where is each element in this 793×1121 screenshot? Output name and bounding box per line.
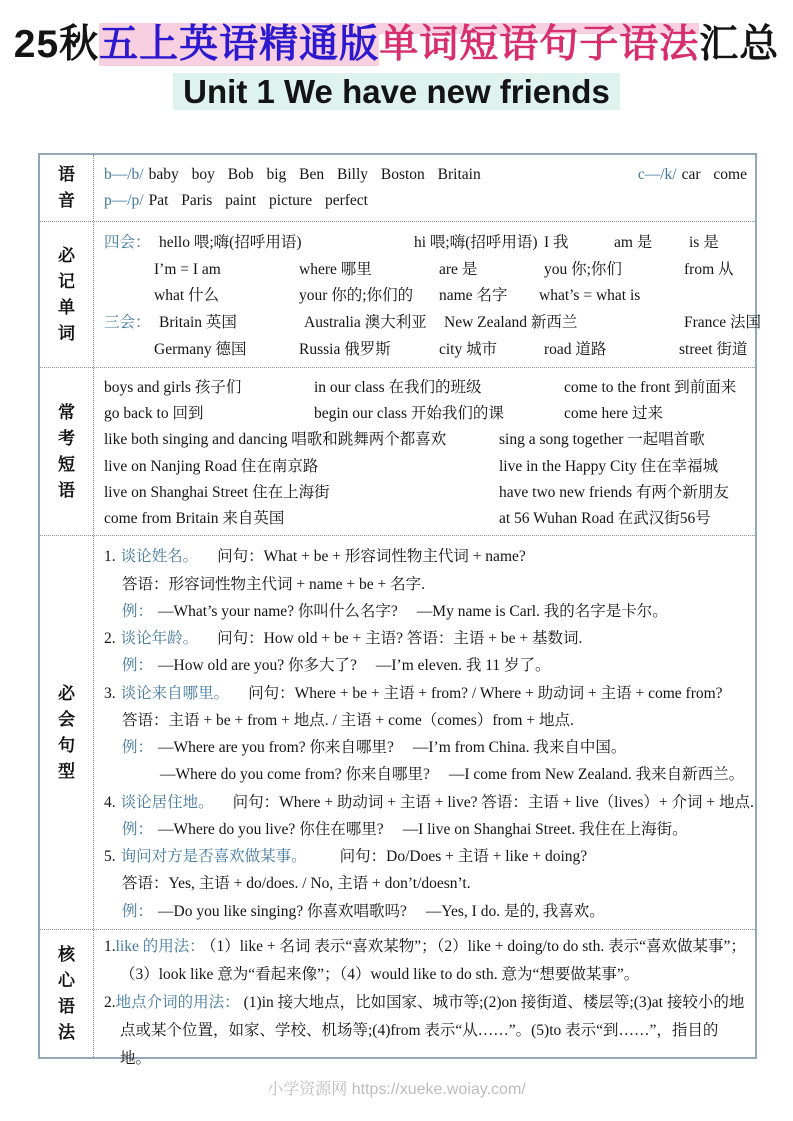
text-segment: —Do you like singing? 你喜欢唱歌吗? bbox=[158, 902, 407, 920]
text-segment: 1. bbox=[104, 548, 116, 566]
text-segment: 问句：Where + be + 主语 + from? / Where + 助动词 + 主语 + come from? bbox=[248, 684, 723, 702]
content-line bbox=[104, 899, 754, 921]
text-segment: hi 喂;嗨(招呼用语) bbox=[414, 233, 538, 251]
text-segment: Russia 俄罗斯 bbox=[299, 341, 391, 359]
title-term: 25秋 bbox=[13, 23, 100, 66]
content-line bbox=[104, 762, 754, 784]
text-segment: sing a song together 一起唱首歌 bbox=[499, 431, 705, 449]
section-content-sentences bbox=[94, 536, 762, 929]
accent-label: 谈论年龄。 bbox=[120, 630, 199, 648]
content-line bbox=[104, 844, 754, 866]
text-segment: Pat Paris paint picture perfect bbox=[148, 192, 368, 209]
text-segment: —I come from New Zealand. 我来自新西兰。 bbox=[448, 766, 745, 784]
text-segment: 答语：Yes, 主语 + do/does. / No, 主语 + don’t/doesn’t. bbox=[122, 875, 471, 893]
text-segment: —What’s your name? 你叫什么名字? bbox=[158, 602, 398, 620]
accent-label: 谈论姓名。 bbox=[120, 548, 199, 566]
section-content-words bbox=[94, 222, 769, 367]
text-segment: —Yes, I do. 是的, 我喜欢。 bbox=[425, 902, 605, 920]
section-content-phrases bbox=[94, 368, 755, 535]
text-segment: 1. bbox=[104, 938, 116, 955]
text-segment: street 街道 bbox=[679, 341, 748, 359]
content-line bbox=[104, 506, 747, 528]
section-words bbox=[40, 222, 762, 368]
content-line bbox=[104, 257, 761, 279]
section-label-grammar bbox=[40, 930, 94, 1057]
section-phrases bbox=[40, 368, 755, 536]
content-line bbox=[104, 166, 747, 184]
text-segment: go back to 回到 bbox=[104, 405, 204, 423]
text-segment: city 城市 bbox=[439, 341, 498, 359]
text-segment: you 你;你们 bbox=[544, 260, 622, 278]
text-segment: car come bbox=[681, 166, 747, 183]
title-book-edition: 五上英语精通版 bbox=[99, 23, 380, 66]
text-segment: name 名字 bbox=[439, 287, 508, 305]
accent-label: 询问对方是否喜欢做某事。 bbox=[120, 848, 307, 866]
text-segment: Britain 英国 bbox=[159, 314, 237, 332]
text-segment: 问句：Where + 助动词 + 主语 + live? 答语：主语 + live（lives）+ 介词 + 地点. bbox=[232, 793, 754, 811]
text-segment: (1)in 接大地点，比如国家、城市等;(2)on 接街道、楼层等;(3)at 接较小的地点或某个位置，如家、学校、机场等;(4)from 表示“从……”。(5)to 表示“到……”，指目的地。 bbox=[120, 994, 745, 1067]
text-segment: in our class 在我们的班级 bbox=[314, 379, 482, 397]
text-segment: —I’m eleven. 我 11 岁了。 bbox=[375, 657, 551, 675]
content-line bbox=[104, 544, 754, 566]
text-segment: what 什么 bbox=[154, 287, 220, 305]
section-label-text: 常考短语 bbox=[57, 402, 75, 500]
accent-label: 例： bbox=[122, 739, 154, 757]
text-segment: your 你的;你们的 bbox=[299, 287, 414, 305]
content-line bbox=[104, 626, 754, 648]
accent-label: b—/b/ bbox=[104, 166, 144, 183]
text-segment: am 是 bbox=[614, 233, 653, 251]
content-line bbox=[104, 480, 747, 502]
text-segment: 4. bbox=[104, 793, 116, 811]
content-line bbox=[104, 790, 754, 812]
accent-label: c—/k/ bbox=[637, 166, 677, 183]
content-line bbox=[104, 337, 761, 359]
text-segment: road 道路 bbox=[544, 341, 607, 359]
summary-table bbox=[38, 153, 762, 1067]
accent-label: 例： bbox=[122, 902, 154, 920]
text-segment: have two new friends 有两个新朋友 bbox=[499, 483, 729, 501]
text-segment: —My name is Carl. 我的名字是卡尔。 bbox=[416, 602, 668, 620]
section-label-phrases bbox=[40, 368, 94, 535]
content-line bbox=[104, 735, 754, 757]
content-line bbox=[104, 230, 761, 252]
text-segment: 问句：What + be + 形容词性物主代词 + name? bbox=[217, 548, 526, 566]
content-line bbox=[104, 192, 747, 210]
content-line bbox=[104, 454, 747, 476]
text-segment: baby boy Bob big Ben Billy Boston Britain bbox=[148, 166, 481, 183]
text-segment: like both singing and dancing 唱歌和跳舞两个都喜欢 bbox=[104, 431, 447, 449]
content-line bbox=[104, 871, 754, 893]
text-segment: 2. bbox=[104, 994, 116, 1011]
text-segment: 答语：主语 + be + from + 地点. / 主语 + come（comes）from + 地点. bbox=[122, 711, 574, 729]
section-label-sentences bbox=[40, 536, 94, 929]
text-segment: 问句：Do/Does + 主语 + like + doing? bbox=[339, 848, 588, 866]
text-segment: come to the front 到前面来 bbox=[564, 379, 737, 397]
text-segment: —I’m from China. 我来自中国。 bbox=[412, 739, 627, 757]
text-segment: —I live on Shanghai Street. 我住在上海街。 bbox=[402, 820, 688, 838]
text-segment: Australia 澳大利亚 bbox=[304, 314, 427, 332]
text-segment: boys and girls 孩子们 bbox=[104, 379, 242, 397]
text-segment: 答语：形容词性物主代词 + name + be + 名字. bbox=[122, 575, 426, 593]
text-segment: what’s = what is bbox=[539, 287, 641, 305]
content-line bbox=[104, 310, 761, 332]
content-line bbox=[104, 401, 747, 423]
content-line bbox=[104, 653, 754, 675]
accent-label: p—/p/ bbox=[104, 192, 144, 209]
title-suffix: 汇总 bbox=[699, 23, 780, 66]
text-segment: 2. bbox=[104, 630, 116, 648]
section-content-pronunciation bbox=[94, 155, 755, 221]
text-segment: is 是 bbox=[689, 233, 719, 251]
accent-label: 例： bbox=[122, 602, 154, 620]
text-segment: Germany 德国 bbox=[154, 341, 247, 359]
text-segment: hello 喂;嗨(招呼用语) bbox=[159, 233, 302, 251]
text-segment: from 从 bbox=[684, 260, 734, 278]
content-line bbox=[104, 599, 754, 621]
content-line bbox=[104, 708, 754, 730]
accent-label: 地点介词的用法： bbox=[115, 994, 240, 1011]
text-segment: I 我 bbox=[544, 233, 569, 251]
section-label-pronunciation bbox=[40, 155, 94, 221]
text-segment: are 是 bbox=[439, 260, 478, 278]
text-segment: where 哪里 bbox=[299, 260, 372, 278]
text-segment: —Where do you live? 你住在哪里? bbox=[158, 820, 384, 838]
text-segment: come from Britain 来自英国 bbox=[104, 509, 285, 527]
section-label-text: 核心语法 bbox=[57, 944, 75, 1042]
text-segment: （1）like + 名词 表示“喜欢某物”；（2）like + doing/to do sth. 表示“喜欢做某事”；（3）look like 意为“看起来像”；（4）would like to do sth. 意为“想要做某事”。 bbox=[120, 938, 746, 983]
text-segment: begin our class 开始我们的课 bbox=[314, 405, 504, 423]
section-sentences bbox=[40, 536, 755, 930]
content-line bbox=[104, 283, 761, 305]
accent-label: 四会： bbox=[104, 233, 151, 251]
accent-label: 例： bbox=[122, 820, 154, 838]
text-segment: 问句：How old + be + 主语? 答语：主语 + be + 基数词. bbox=[217, 630, 583, 648]
accent-label: like 的用法： bbox=[115, 938, 205, 955]
section-pronunciation bbox=[40, 155, 755, 222]
text-segment: live in the Happy City 住在幸福城 bbox=[499, 457, 719, 475]
footer-watermark: 小学资源网 https://xueke.woiay.com/ bbox=[267, 1081, 526, 1098]
text-segment: live on Nanjing Road 住在南京路 bbox=[104, 457, 319, 475]
content-line bbox=[104, 817, 754, 839]
text-segment: France 法国 bbox=[684, 314, 762, 332]
section-label-words bbox=[40, 222, 94, 367]
title-scope: 单词短语句子语法 bbox=[379, 23, 700, 66]
content-line bbox=[104, 681, 754, 703]
text-segment: I’m = I am bbox=[154, 260, 221, 278]
section-content-grammar bbox=[94, 930, 755, 1067]
accent-label: 例： bbox=[122, 657, 154, 675]
content-line bbox=[104, 933, 747, 989]
section-label-text: 必记单词 bbox=[57, 245, 75, 343]
section-label-text: 语音 bbox=[57, 165, 75, 210]
content-line bbox=[104, 572, 754, 594]
text-segment: 3. bbox=[104, 684, 116, 702]
text-segment: live on Shanghai Street 住在上海街 bbox=[104, 483, 330, 501]
content-line bbox=[104, 375, 747, 397]
accent-label: 谈论来自哪里。 bbox=[120, 684, 230, 702]
content-line bbox=[104, 427, 747, 449]
accent-label: 三会： bbox=[104, 314, 151, 332]
unit-title bbox=[0, 71, 793, 113]
text-segment: —Where do you come from? 你来自哪里? bbox=[160, 766, 430, 784]
section-grammar bbox=[40, 930, 755, 1067]
accent-label: 谈论居住地。 bbox=[120, 793, 214, 811]
text-segment: come here 过来 bbox=[564, 405, 663, 423]
content-line bbox=[104, 989, 747, 1073]
page-title bbox=[0, 22, 793, 68]
text-segment: 5. bbox=[104, 848, 116, 866]
text-segment: New Zealand 新西兰 bbox=[444, 314, 578, 332]
text-segment: —Where are you from? 你来自哪里? bbox=[158, 739, 394, 757]
unit-title-text: Unit 1 We have new friends bbox=[173, 73, 620, 110]
text-segment: at 56 Wuhan Road 在武汉街56号 bbox=[499, 509, 711, 527]
section-label-text: 必会句型 bbox=[57, 683, 75, 781]
text-segment: —How old are you? 你多大了? bbox=[158, 657, 357, 675]
